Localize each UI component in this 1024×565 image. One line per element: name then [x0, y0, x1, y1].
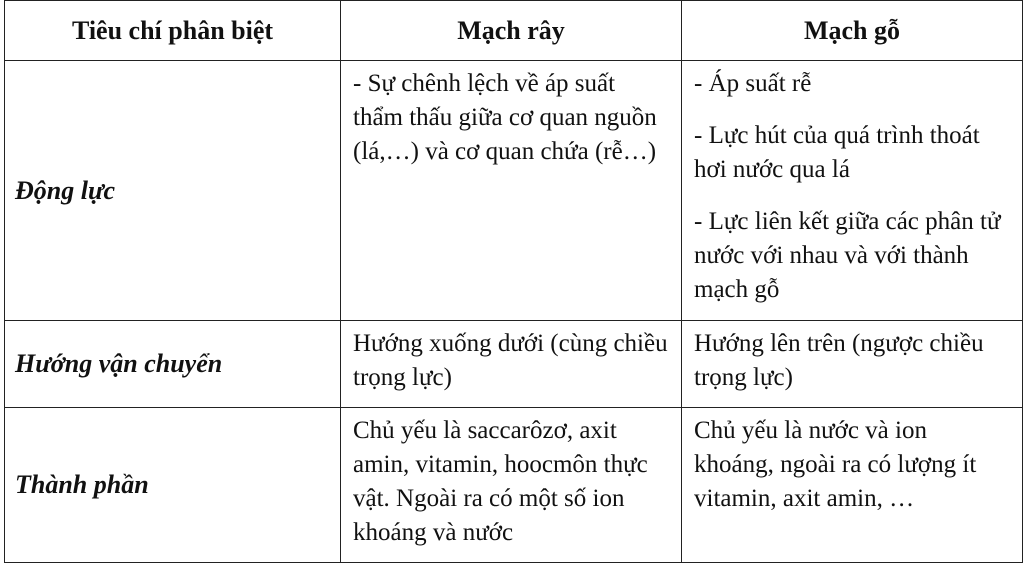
- header-mach-go: Mạch gỗ: [682, 1, 1023, 61]
- cell-mach-go: [682, 408, 1023, 563]
- cell-mach-ray: [341, 61, 682, 321]
- cell-paragraph: Chủ yếu là nước và ion khoáng, ngoài ra có lượng ít vitamin, axit amin, …: [694, 417, 977, 512]
- row-criterion: Thành phần: [5, 408, 341, 563]
- table-row: [5, 321, 1023, 408]
- cell-paragraph: Hướng xuống dưới (cùng chiều trọng lực): [353, 330, 668, 391]
- header-mach-ray: Mạch rây: [341, 1, 682, 61]
- cell-paragraph: Hướng lên trên (ngược chiều trọng lực): [694, 330, 984, 391]
- cell-paragraph: - Sự chênh lệch về áp suất thẩm thấu giữa cơ quan nguồn (lá,…) và cơ quan chứa (rễ…): [353, 70, 657, 165]
- cell-paragraph: - Lực liên kết giữa các phân tử nước với nhau và với thành mạch gỗ: [694, 208, 1001, 303]
- row-criterion: Động lực: [5, 61, 341, 321]
- comparison-table: [4, 0, 1023, 563]
- cell-mach-go: [682, 321, 1023, 408]
- cell-paragraph: Chủ yếu là saccarôzơ, axit amin, vitamin, hoocmôn thực vật. Ngoài ra có một số ion khoáng và nước: [353, 417, 648, 546]
- table-row: [5, 408, 1023, 563]
- header-row: [5, 1, 1023, 61]
- cell-paragraph: - Áp suất rễ: [694, 70, 812, 97]
- header-criterion: Tiêu chí phân biệt: [5, 1, 341, 61]
- row-criterion: Hướng vận chuyển: [5, 321, 341, 408]
- table-row: [5, 61, 1023, 321]
- cell-mach-go: [682, 61, 1023, 321]
- cell-paragraph: - Lực hút của quá trình thoát hơi nước qua lá: [694, 122, 980, 183]
- cell-mach-ray: [341, 321, 682, 408]
- cell-mach-ray: [341, 408, 682, 563]
